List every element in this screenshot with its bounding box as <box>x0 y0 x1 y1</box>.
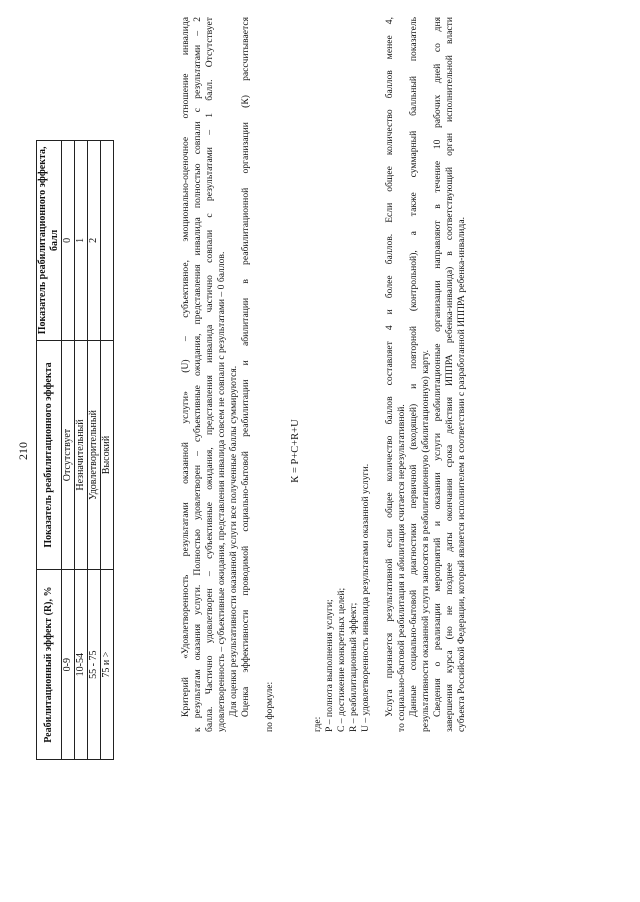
table-cell: 0 <box>62 141 75 341</box>
definition-item: U – удовлетворенность инвалида результатами оказанной услуги. <box>360 463 371 732</box>
table-cell: 75 и > <box>101 570 114 760</box>
paragraph-line: завершения курса (но не позднее даты окончания срока действия ИППРА ребенка-инвалида) в соответствующий орган исполнительной власти <box>444 17 455 732</box>
table-cell: 1 <box>75 141 88 341</box>
table-cell: Высокий <box>101 340 114 570</box>
table-row <box>101 141 114 760</box>
paragraph-line: Для оценки результативности оказанной услуги все полученные баллы суммируются. <box>228 365 239 717</box>
table-header-cell: Показатель реабилитационного эффекта <box>37 340 62 570</box>
definition-item: Р – полнота выполнения услуги; <box>324 599 335 732</box>
definition-item: R – реабилитационный эффект; <box>348 602 359 732</box>
where-label: где: <box>312 716 323 732</box>
rehab-effect-table <box>36 140 114 760</box>
paragraph-line: Критерий «Удовлетворенность результатами оказанной услуги» (U) – субъективное, эмоционально-оценочное отношение инвалида <box>180 17 191 717</box>
paragraph-line: Услуга признается результативной если общее количество баллов составляет 4 и более баллов. Если общее количество баллов менее 4, <box>384 17 395 717</box>
table-cell: 2 <box>88 141 101 341</box>
table-header-cell: Показатель реабилитационного эффекта, балл <box>37 141 62 341</box>
table-cell: Отсутствует <box>62 340 75 570</box>
table-cell: Удовлетворительный <box>88 340 101 570</box>
paragraph-line: по формуле: <box>264 681 275 732</box>
table-header-row <box>37 141 62 760</box>
table-header-cell: Реабилитационный эффект (R), % <box>37 570 62 760</box>
paragraph-line: к результатам оказания услуги. Полностью удовлетворен – субъективные ожидания, представления инвалида полностью совпали с результатами – 2 <box>192 17 203 732</box>
table-cell: 10-54 <box>75 570 88 760</box>
paragraph-line: то социально-бытовой реабилитация и абилитация считается нерезультативной. <box>396 404 407 732</box>
table-row <box>75 141 88 760</box>
definition-item: С – достижение конкретных целей; <box>336 587 347 732</box>
paragraph-line: результативности оказанной услуги заносятся в реабилитационную (абилитационную) карту. <box>420 349 431 732</box>
page-number: 210 <box>16 442 30 460</box>
paragraph-line: Сведения о реализации мероприятий и оказании услуги реабилитационные организации направляют в течение 10 рабочих дней со дня <box>432 17 443 717</box>
table-row <box>88 141 101 760</box>
paragraph-line: субъекта Российской Федерации, который является исполнителем в соответствии с разработанной ИППРА ребенка-инвалида. <box>456 217 467 732</box>
paragraph-line: Данные социально-бытовой диагностики первичной (входящей) и повторной (контрольной), а также суммарный балльный показатель <box>408 17 419 717</box>
table-cell: 55 - 75 <box>88 570 101 760</box>
table-cell: Незначительный <box>75 340 88 570</box>
paragraph-line: балла. Частично удовлетворен – субъективные ожидания, представления инвалида частично совпали с результатами – 1 балл. Отсутствует <box>204 17 215 732</box>
table-row <box>62 141 75 760</box>
table-cell <box>101 141 114 341</box>
formula: К = Р+С+R+U <box>290 419 301 483</box>
paragraph-line: удовлетворенность – субъективные ожидания, представления инвалида совсем не совпали с результатами – 0 баллов. <box>216 251 227 732</box>
table-cell: 0-9 <box>62 570 75 760</box>
paragraph-line: Оценка эффективности проводимой социально-бытовой реабилитации и абилитации в реабилитационной организации (К) рассчитывается <box>240 17 251 717</box>
